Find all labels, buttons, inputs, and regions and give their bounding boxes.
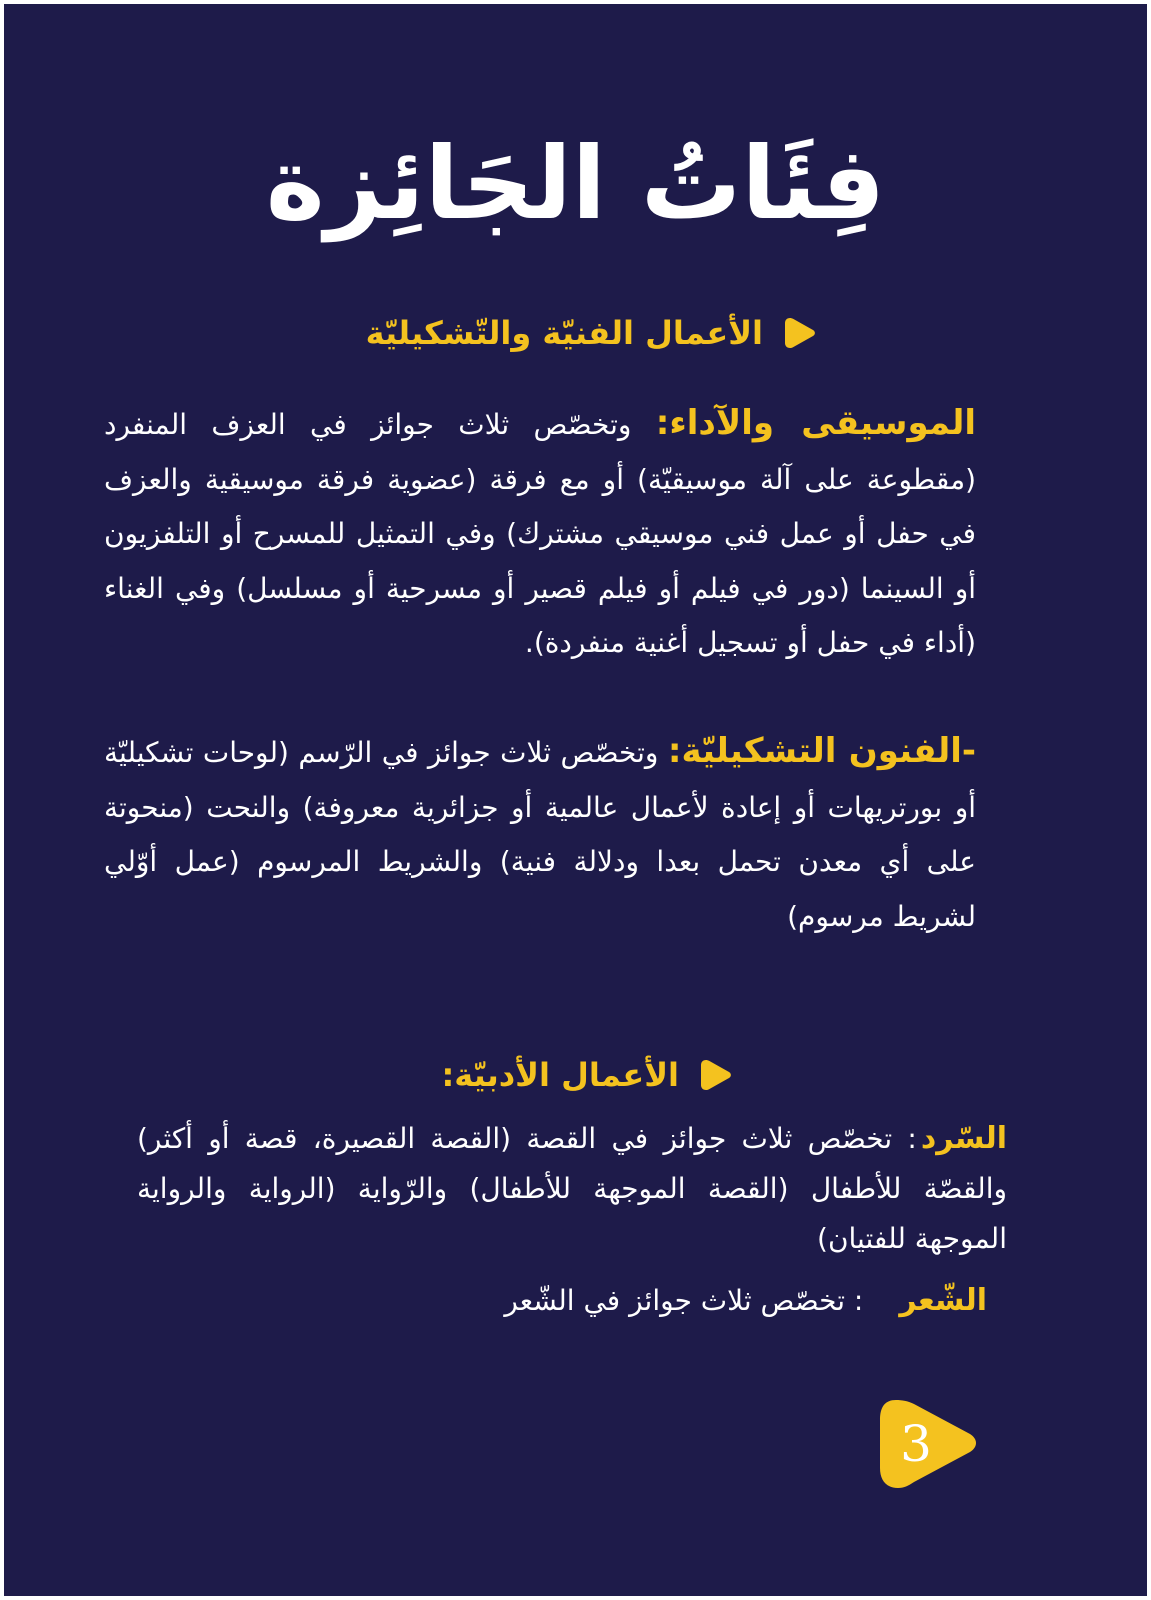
section-heading-label: الأعمال الأدبيّة: bbox=[441, 1056, 679, 1094]
music-lead: الموسيقى والآداء: bbox=[655, 403, 976, 443]
play-icon bbox=[781, 314, 819, 352]
poetry-line bbox=[504, 1276, 987, 1326]
page-number: 3 bbox=[900, 1415, 932, 1473]
play-icon bbox=[697, 1056, 735, 1094]
music-text: وتخصّص ثلاث جوائز في العزف المنفرد (مقطوعة على آلة موسيقيّة) أو مع فرقة (عضوية فرقة موسيقية والعزف في حفل أو عمل فني موسيقي مشترك) وفي التمثيل للمسرح أو التلفزيون أو السينما (دور في فيلم أو فيلم قصير أو مسرحية أو مسلسل) وفي الغناء (أداء في حفل أو تسجيل أغنية منفردة). bbox=[104, 408, 976, 659]
poetry-lead: الشّعر bbox=[899, 1283, 987, 1318]
page-background bbox=[4, 4, 1147, 1596]
narrative-paragraph bbox=[137, 1114, 1007, 1264]
music-paragraph bbox=[104, 396, 976, 671]
plastic-arts-text: وتخصّص ثلاث جوائز في الرّسم (لوحات تشكيليّة أو بورتريهات أو إعادة لأعمال عالمية أو جزائرية معروفة) والنحت (منحوتة على أي معدن تحمل بعدا ودلالة فنية) والشريط المرسوم (عمل أوّلي لشريط مرسوم) bbox=[104, 736, 976, 933]
section-heading-arts bbox=[366, 314, 819, 352]
poetry-text: : تخصّص ثلاث جوائز في الشّعر bbox=[504, 1284, 864, 1317]
page-title: فِئَاتُ الجَائِزة bbox=[265, 125, 886, 242]
narrative-lead: السّرد bbox=[920, 1121, 1007, 1156]
plastic-arts-paragraph bbox=[104, 724, 976, 944]
section-heading-literary bbox=[441, 1056, 735, 1094]
section-heading-label: الأعمال الفنيّة والتّشكيليّة bbox=[365, 314, 763, 352]
plastic-arts-lead: -الفنون التشكيليّة: bbox=[667, 731, 976, 771]
narrative-text: : تخصّص ثلاث جوائز في القصة (القصة القصيرة، قصة أو أكثر) والقصّة للأطفال (القصة الموجهة للأطفال) والرّواية (الرواية والرواية الموجهة للفتيان) bbox=[137, 1122, 1007, 1255]
